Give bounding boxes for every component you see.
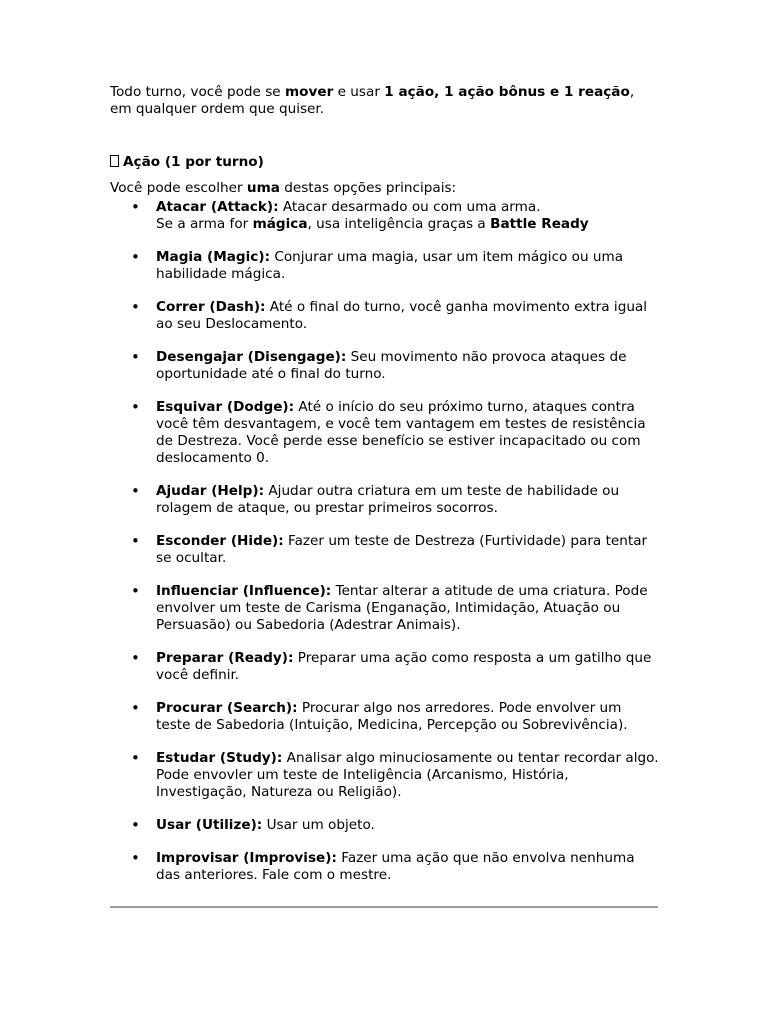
list-item-dodge	[110, 399, 660, 467]
bullet: •	[131, 816, 140, 834]
bullet: •	[131, 248, 140, 266]
horizontal-divider	[110, 906, 658, 908]
lead-text: destas opções principais:	[279, 180, 457, 196]
list-item-help	[110, 483, 660, 517]
action-description: Até o final do turno, você ganha movimento extra igual ao seu Deslocamento.	[156, 299, 648, 332]
action-description: Até o início do seu próximo turno, ataques contra você têm desvantagem, e você tem vantagem em testes de resistência de Destreza. Você perde esse benefício se estiver incapacitado ou com deslocamento 0.	[156, 399, 646, 466]
action-term: Ajudar (Help):	[156, 483, 265, 499]
action-description: , usa inteligência graças a	[307, 216, 491, 232]
intro-text: , em qualquer ordem que quiser.	[110, 84, 635, 117]
list-item-dash	[110, 299, 660, 333]
action-description: Ajudar outra criatura em um teste de habilidade ou rolagem de ataque, ou prestar primeiros socorros.	[156, 483, 620, 516]
section-heading	[110, 154, 660, 171]
action-term: Magia (Magic):	[156, 249, 271, 265]
bullet: •	[131, 849, 140, 867]
action-description: Analisar algo minuciosamente ou tentar recordar algo. Pode envovler um teste de Inteligência (Arcanismo, História, Investigação, Natureza ou Religião).	[156, 750, 659, 800]
list-item-influence	[110, 583, 660, 634]
list-item-disengage	[110, 349, 660, 383]
list-item-attack	[110, 199, 660, 233]
list-item-hide	[110, 533, 660, 567]
intro-text: Todo turno, você pode se	[110, 84, 285, 100]
actions-list	[110, 199, 660, 884]
action-term: Esquivar (Dodge):	[156, 399, 295, 415]
action-description: Fazer um teste de Destreza (Furtividade) para tentar se ocultar.	[156, 533, 648, 566]
action-term: Atacar (Attack):	[156, 199, 279, 215]
document-body	[110, 84, 660, 884]
action-term: Usar (Utilize):	[156, 817, 263, 833]
action-bold: mágica	[252, 216, 308, 232]
section-heading-text: Ação (1 por turno)	[123, 154, 264, 170]
action-term: Improvisar (Improvise):	[156, 850, 337, 866]
bullet: •	[131, 582, 140, 600]
lead-text: Você pode escolher	[110, 180, 247, 196]
list-item-search	[110, 700, 660, 734]
bullet: •	[131, 532, 140, 550]
bullet: •	[131, 348, 140, 366]
action-term: Desengajar (Disengage):	[156, 349, 347, 365]
action-term: Preparar (Ready):	[156, 650, 294, 666]
action-description: Seu movimento não provoca ataques de oportunidade até o final do turno.	[156, 349, 627, 382]
bullet: •	[131, 298, 140, 316]
intro-bold-actions: 1 ação, 1 ação bônus e 1 reação	[384, 84, 630, 100]
intro-paragraph	[110, 84, 660, 118]
lead-bold: uma	[246, 180, 280, 196]
action-description: Procurar algo nos arredores. Pode envolver um teste de Sabedoria (Intuição, Medicina, Percepção ou Sobrevivência).	[156, 700, 628, 733]
action-description: Atacar desarmado ou com uma arma.	[278, 199, 541, 215]
missing-glyph-icon	[110, 155, 119, 167]
bullet: •	[131, 482, 140, 500]
action-description: Conjurar uma magia, usar um item mágico ou uma habilidade mágica.	[156, 249, 624, 282]
action-term: Procurar (Search):	[156, 700, 298, 716]
list-item-magic	[110, 249, 660, 283]
list-item-ready	[110, 650, 660, 684]
bullet: •	[131, 749, 140, 767]
list-item-utilize	[110, 817, 660, 834]
lead-paragraph	[110, 180, 660, 197]
action-description: Fazer uma ação que não envolva nenhuma das anteriores. Fale com o mestre.	[156, 850, 635, 883]
list-item-improvise	[110, 850, 660, 884]
list-item-study	[110, 750, 660, 801]
action-bold: Battle Ready	[490, 216, 589, 232]
bullet: •	[131, 398, 140, 416]
action-term: Influenciar (Influence):	[156, 583, 332, 599]
action-description: Tentar alterar a atitude de uma criatura. Pode envolver um teste de Carisma (Enganação, Intimidação, Atuação ou Persuasão) ou Sabedoria (Adestrar Animais).	[156, 583, 648, 633]
action-term: Esconder (Hide):	[156, 533, 284, 549]
action-term: Correr (Dash):	[156, 299, 266, 315]
action-description: Se a arma for	[156, 216, 253, 232]
action-term: Estudar (Study):	[156, 750, 283, 766]
action-description: Preparar uma ação como resposta a um gatilho que você definir.	[156, 650, 652, 683]
intro-text: e usar	[333, 84, 385, 100]
bullet: •	[131, 198, 140, 216]
bullet: •	[131, 699, 140, 717]
bullet: •	[131, 649, 140, 667]
intro-bold-move: mover	[285, 84, 334, 100]
action-description: Usar um objeto.	[262, 817, 375, 833]
